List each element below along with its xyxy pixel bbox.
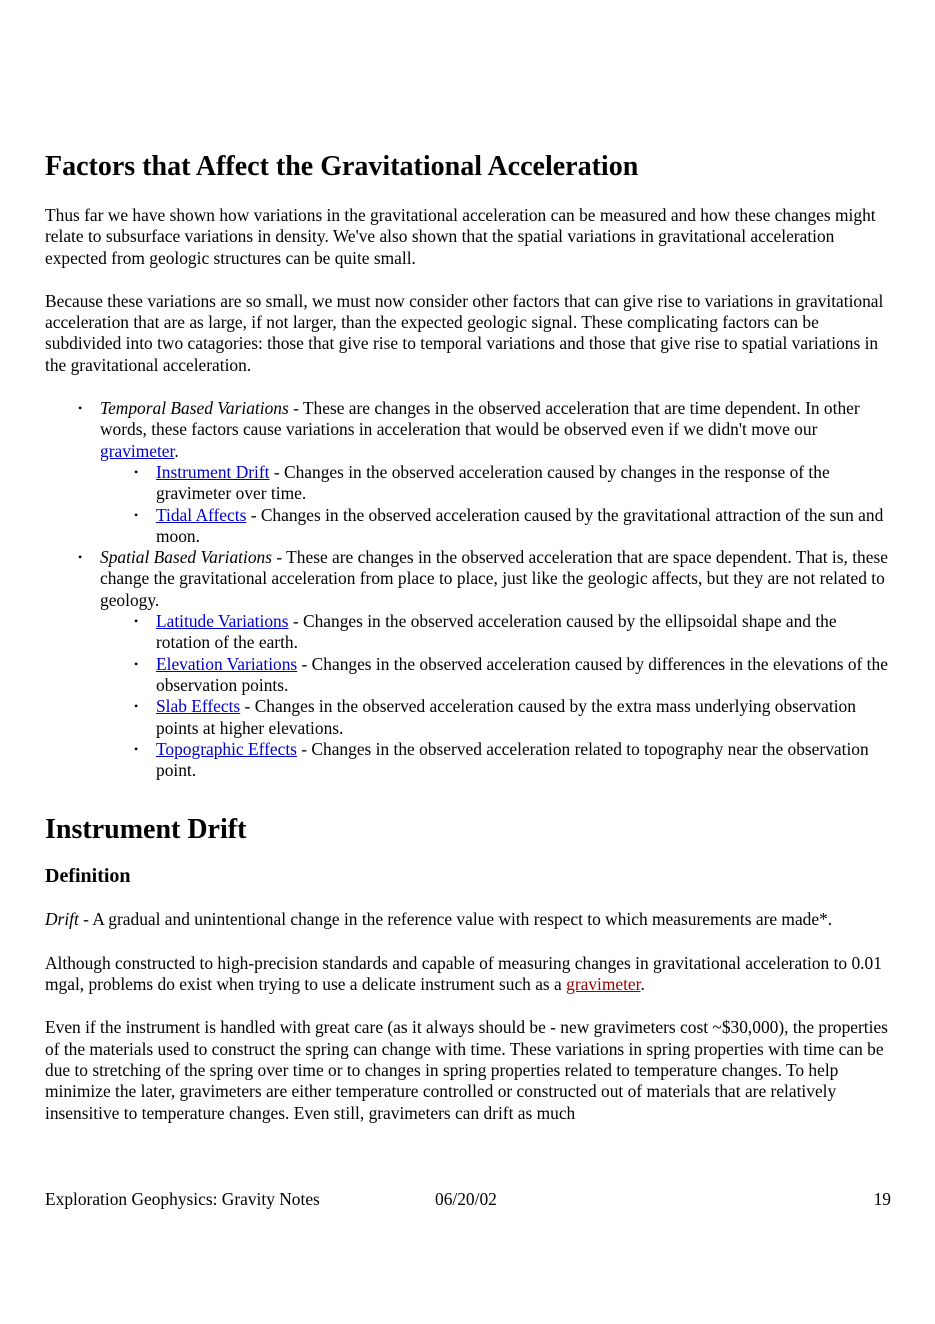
list-item-slab bbox=[156, 696, 895, 739]
list-item-latitude bbox=[156, 611, 895, 654]
topographic-description: - Changes in the observed acceleration related to topography near the observation point. bbox=[156, 738, 869, 781]
section-heading-instrument-drift: Instrument Drift bbox=[45, 814, 247, 846]
gravimeter-link-visited[interactable]: gravimeter bbox=[566, 974, 641, 995]
latitude-description: - Changes in the observed acceleration caused by the ellipsoidal shape and the rotation of the earth. bbox=[156, 611, 837, 653]
temporal-sublist bbox=[156, 462, 895, 547]
list-item-elevation bbox=[156, 654, 895, 697]
spatial-sublist bbox=[156, 611, 895, 781]
precision-paragraph bbox=[45, 953, 895, 996]
elevation-description: - Changes in the observed acceleration caused by differences in the elevations of the observation points. bbox=[156, 653, 888, 695]
intro-paragraph: Thus far we have shown how variations in the gravitational acceleration can be measured and how these changes might relate to subsurface variations in density. We've also shown that the spatial variations in gravitational acceleration expected from geologic structures can be quite small. bbox=[45, 205, 876, 268]
list-item-instrument-drift bbox=[156, 462, 895, 505]
spatial-term: Spatial Based Variations bbox=[100, 547, 272, 568]
slab-effects-link[interactable]: Slab Effects bbox=[156, 696, 241, 717]
spring-properties-paragraph: Even if the instrument is handled with great care (as it always should be - new gravimeters cost ~$30,000), the properties of the materials used to construct the spring can change with time. These variations in spring properties with time can be due to stretching of the spring over time or to changes in spring properties related to temperature changes. To help minimize the later, gravimeters are either temperature controlled or constructed out of materials that are relatively insensitive to temperature changes. Even still, gravimeters can drift as much bbox=[45, 1017, 888, 1123]
footer-title: Exploration Geophysics: Gravity Notes bbox=[45, 1189, 320, 1209]
instrument-drift-link[interactable]: Instrument Drift bbox=[156, 461, 270, 482]
spatial-description: - These are changes in the observed acceleration that are space dependent. That is, these change the gravitational acceleration from place to place, just like the geologic affects, but they are not related to geology. bbox=[100, 547, 888, 610]
precision-tail: . bbox=[640, 974, 645, 995]
footer-date: 06/20/02 bbox=[435, 1189, 497, 1209]
elevation-variations-link[interactable]: Elevation Variations bbox=[156, 653, 298, 674]
list-item-spatial bbox=[100, 547, 895, 781]
section-heading-factors: Factors that Affect the Gravitational Acceleration bbox=[45, 151, 639, 182]
list-item-tidal-affects bbox=[156, 505, 895, 548]
complicating-factors-paragraph: Because these variations are so small, we must now consider other factors that can give rise to variations in gravitational acceleration that are as large, if not larger, than the expected geologic signal. These complicating factors can be subdivided into two catagories: those that give rise to temporal variations and those that give rise to spatial variations in the gravitational acceleration. bbox=[45, 290, 884, 375]
temporal-tail: . bbox=[174, 440, 179, 461]
gravimeter-link[interactable]: gravimeter bbox=[100, 440, 175, 461]
slab-description: - Changes in the observed acceleration caused by the extra mass underlying observation points at higher elevations. bbox=[156, 696, 856, 738]
instrument-drift-description: - Changes in the observed acceleration caused by changes in the response of the gravimeter over time. bbox=[156, 461, 830, 504]
drift-definition-text: - A gradual and unintentional change in the reference value with respect to which measurements are made*. bbox=[78, 909, 833, 930]
page-content bbox=[45, 150, 895, 1124]
subheading-definition: Definition bbox=[45, 865, 131, 888]
topographic-effects-link[interactable]: Topographic Effects bbox=[156, 738, 297, 759]
temporal-term: Temporal Based Variations bbox=[100, 398, 289, 419]
tidal-affects-description: - Changes in the observed acceleration caused by the gravitational attraction of the sun and moon. bbox=[156, 504, 884, 546]
list-item-topographic bbox=[156, 739, 895, 782]
latitude-variations-link[interactable]: Latitude Variations bbox=[156, 611, 289, 632]
variations-list bbox=[100, 398, 895, 781]
tidal-affects-link[interactable]: Tidal Affects bbox=[156, 504, 247, 525]
drift-term: Drift bbox=[45, 909, 79, 930]
list-item-temporal bbox=[100, 398, 895, 547]
precision-text: Although constructed to high-precision standards and capable of measuring changes in gravitational acceleration to 0.01 mgal, problems do exist when trying to use a delicate instrument such as a bbox=[45, 952, 882, 995]
temporal-description: - These are changes in the observed acceleration that are time dependent. In other words, these factors cause variations in acceleration that would be observed even if we didn't move our bbox=[100, 398, 860, 440]
footer-page-number: 19 bbox=[873, 1189, 891, 1209]
drift-definition bbox=[45, 909, 895, 930]
